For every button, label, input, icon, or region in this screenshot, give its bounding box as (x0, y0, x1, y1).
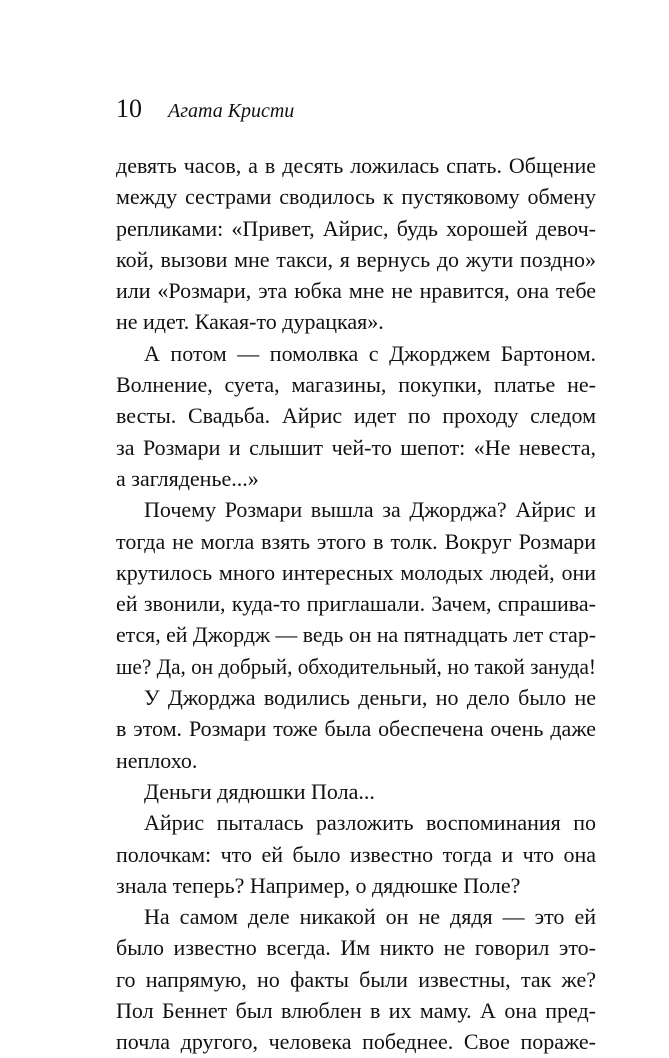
text-line: кой, вызови мне такси, я вернусь до жути поздно» (116, 246, 596, 272)
text-line: или «Розмари, эта юбка мне не нравится, она тебе (116, 278, 596, 304)
text-line: а загляденье...» (116, 465, 259, 491)
running-head-author: Агата Кристи (168, 100, 295, 122)
text-line: Деньги дядюшки Пола... (144, 778, 375, 804)
text-line: тогда не могла взять этого в толк. Вокруг Розмари (116, 528, 596, 554)
page-header (116, 91, 596, 127)
text-line: Волнение, суета, магазины, покупки, платье не- (116, 372, 596, 398)
text-line: А потом — помолвка с Джорджем Бартоном. (144, 340, 596, 366)
text-line: го напрямую, но факты были известны, так же? (116, 966, 596, 992)
text-line: Айрис пыталась разложить воспоминания по (144, 810, 596, 836)
text-line: полочкам: что ей было известно тогда и что она (116, 841, 596, 867)
text-line: девять часов, а в десять ложилась спать. Общение (116, 153, 596, 178)
text-line: весты. Свадьба. Айрис идет по проходу следом (116, 403, 596, 429)
text-line: неплохо. (116, 747, 198, 773)
text-line: ется, ей Джордж — ведь он на пятнадцать лет стар- (116, 622, 596, 648)
text-line: было известно всегда. Им никто не говорил это- (116, 935, 596, 961)
text-line: На самом деле никакой он не дядя — это ей (144, 904, 596, 930)
text-line: в этом. Розмари тоже была обеспечена очень даже (116, 716, 596, 742)
text-line: крутилось много интересных молодых людей, они (116, 559, 596, 585)
text-line: У Джорджа водились деньги, но дело было не (144, 685, 596, 711)
text-line: за Розмари и слышит чей-то шепот: «Не невеста, (116, 434, 596, 460)
text-line: почла другого, человека победнее. Свое пораже- (116, 1029, 596, 1055)
text-line: не идет. Какая-то дурацкая». (116, 309, 384, 335)
body-text (116, 150, 596, 1058)
text-line: ей звонили, куда-то приглашали. Зачем, спрашива- (116, 591, 596, 617)
text-line: Пол Беннет был влюблен в их маму. А она пред- (116, 998, 596, 1024)
text-line: между сестрами сводилось к пустяковому обмену (116, 184, 596, 210)
text-line: репликами: «Привет, Айрис, будь хорошей девоч- (116, 215, 596, 241)
text-line: ше? Да, он добрый, обходительный, но такой зануда! (116, 653, 596, 679)
text-line: знала теперь? Например, о дядюшке Поле? (116, 872, 521, 898)
text-line: Почему Розмари вышла за Джорджа? Айрис и (144, 497, 596, 523)
page-number: 10 (116, 94, 142, 123)
